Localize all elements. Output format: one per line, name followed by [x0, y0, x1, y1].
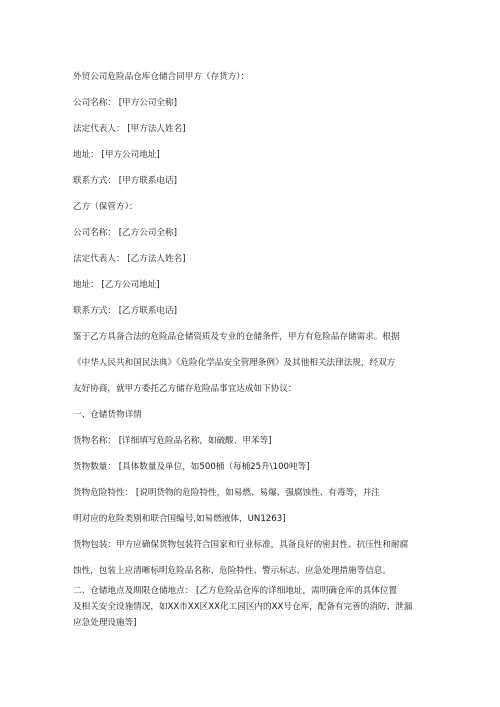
- contract-title-party-a-heading: 外贸公司危险品仓库仓储合同甲方（存货方）：: [73, 72, 250, 82]
- party-a-company-name: 公司名称： [甲方公司全称]: [73, 98, 177, 108]
- party-a-contact: 联系方式： [甲方联系电话]: [73, 176, 177, 186]
- section-1-heading: 一、仓储货物详情: [73, 410, 142, 420]
- party-b-address: 地址： [乙方公司地址]: [73, 280, 160, 290]
- party-b-contact: 联系方式： [乙方联系电话]: [73, 306, 177, 316]
- section-2-line-3: 应急处理设施等]: [73, 618, 137, 628]
- goods-hazard-line-2: 明对应的危险类别和联合国编号,如易燃液体，UN1263]: [73, 514, 286, 524]
- party-a-address: 地址： [甲方公司地址]: [73, 150, 160, 160]
- preamble-line-1: 鉴于乙方具备合法的危险品仓储资质及专业的仓储条件，甲方有危险品存储需求。根据: [73, 332, 400, 342]
- party-b-company-name: 公司名称： [乙方公司全称]: [73, 228, 177, 238]
- preamble-line-3: 友好协商，就甲方委托乙方储存危险品事宜达成如下协议：: [73, 384, 297, 394]
- section-2-line-1: 二、仓储地点及期限仓储地点： [乙方危险品仓库的详细地址，需明确仓库的具体位置: [73, 586, 398, 596]
- goods-packaging-line-1: 货物包装：甲方应确保货物包装符合国家和行业标准，具备良好的密封性、抗压性和耐腐: [73, 540, 409, 550]
- party-b-legal-representative: 法定代表人： [乙方法人姓名]: [73, 254, 186, 264]
- preamble-line-2: 《中华人民共和国民法典》《危险化学品安全管理条例》及其他相关法律法规，经双方: [73, 358, 396, 368]
- party-a-legal-representative: 法定代表人： [甲方法人姓名]: [73, 124, 186, 134]
- goods-name: 货物名称： [详细填写危险品名称，如硫酸、甲苯等]: [73, 436, 272, 446]
- goods-hazard-line-1: 货物危险特性： [说明货物的危险特性，如易燃、易爆、强腐蚀性、有毒等，并注: [73, 488, 380, 498]
- section-2-line-2: 及相关安全设施情况，如XX市XX区XX化工园区内的XX号仓库，配备有完善的消防、泄漏: [73, 602, 413, 612]
- goods-packaging-line-2: 蚀性，包装上应清晰标明危险品名称、危险特性、警示标志、应急处理措施等信息。: [73, 566, 391, 576]
- goods-quantity: 货物数量： [具体数量及单位，如500桶（每桶25升\100吨等]: [73, 462, 310, 472]
- party-b-heading: 乙方（保管方）：: [73, 202, 138, 212]
